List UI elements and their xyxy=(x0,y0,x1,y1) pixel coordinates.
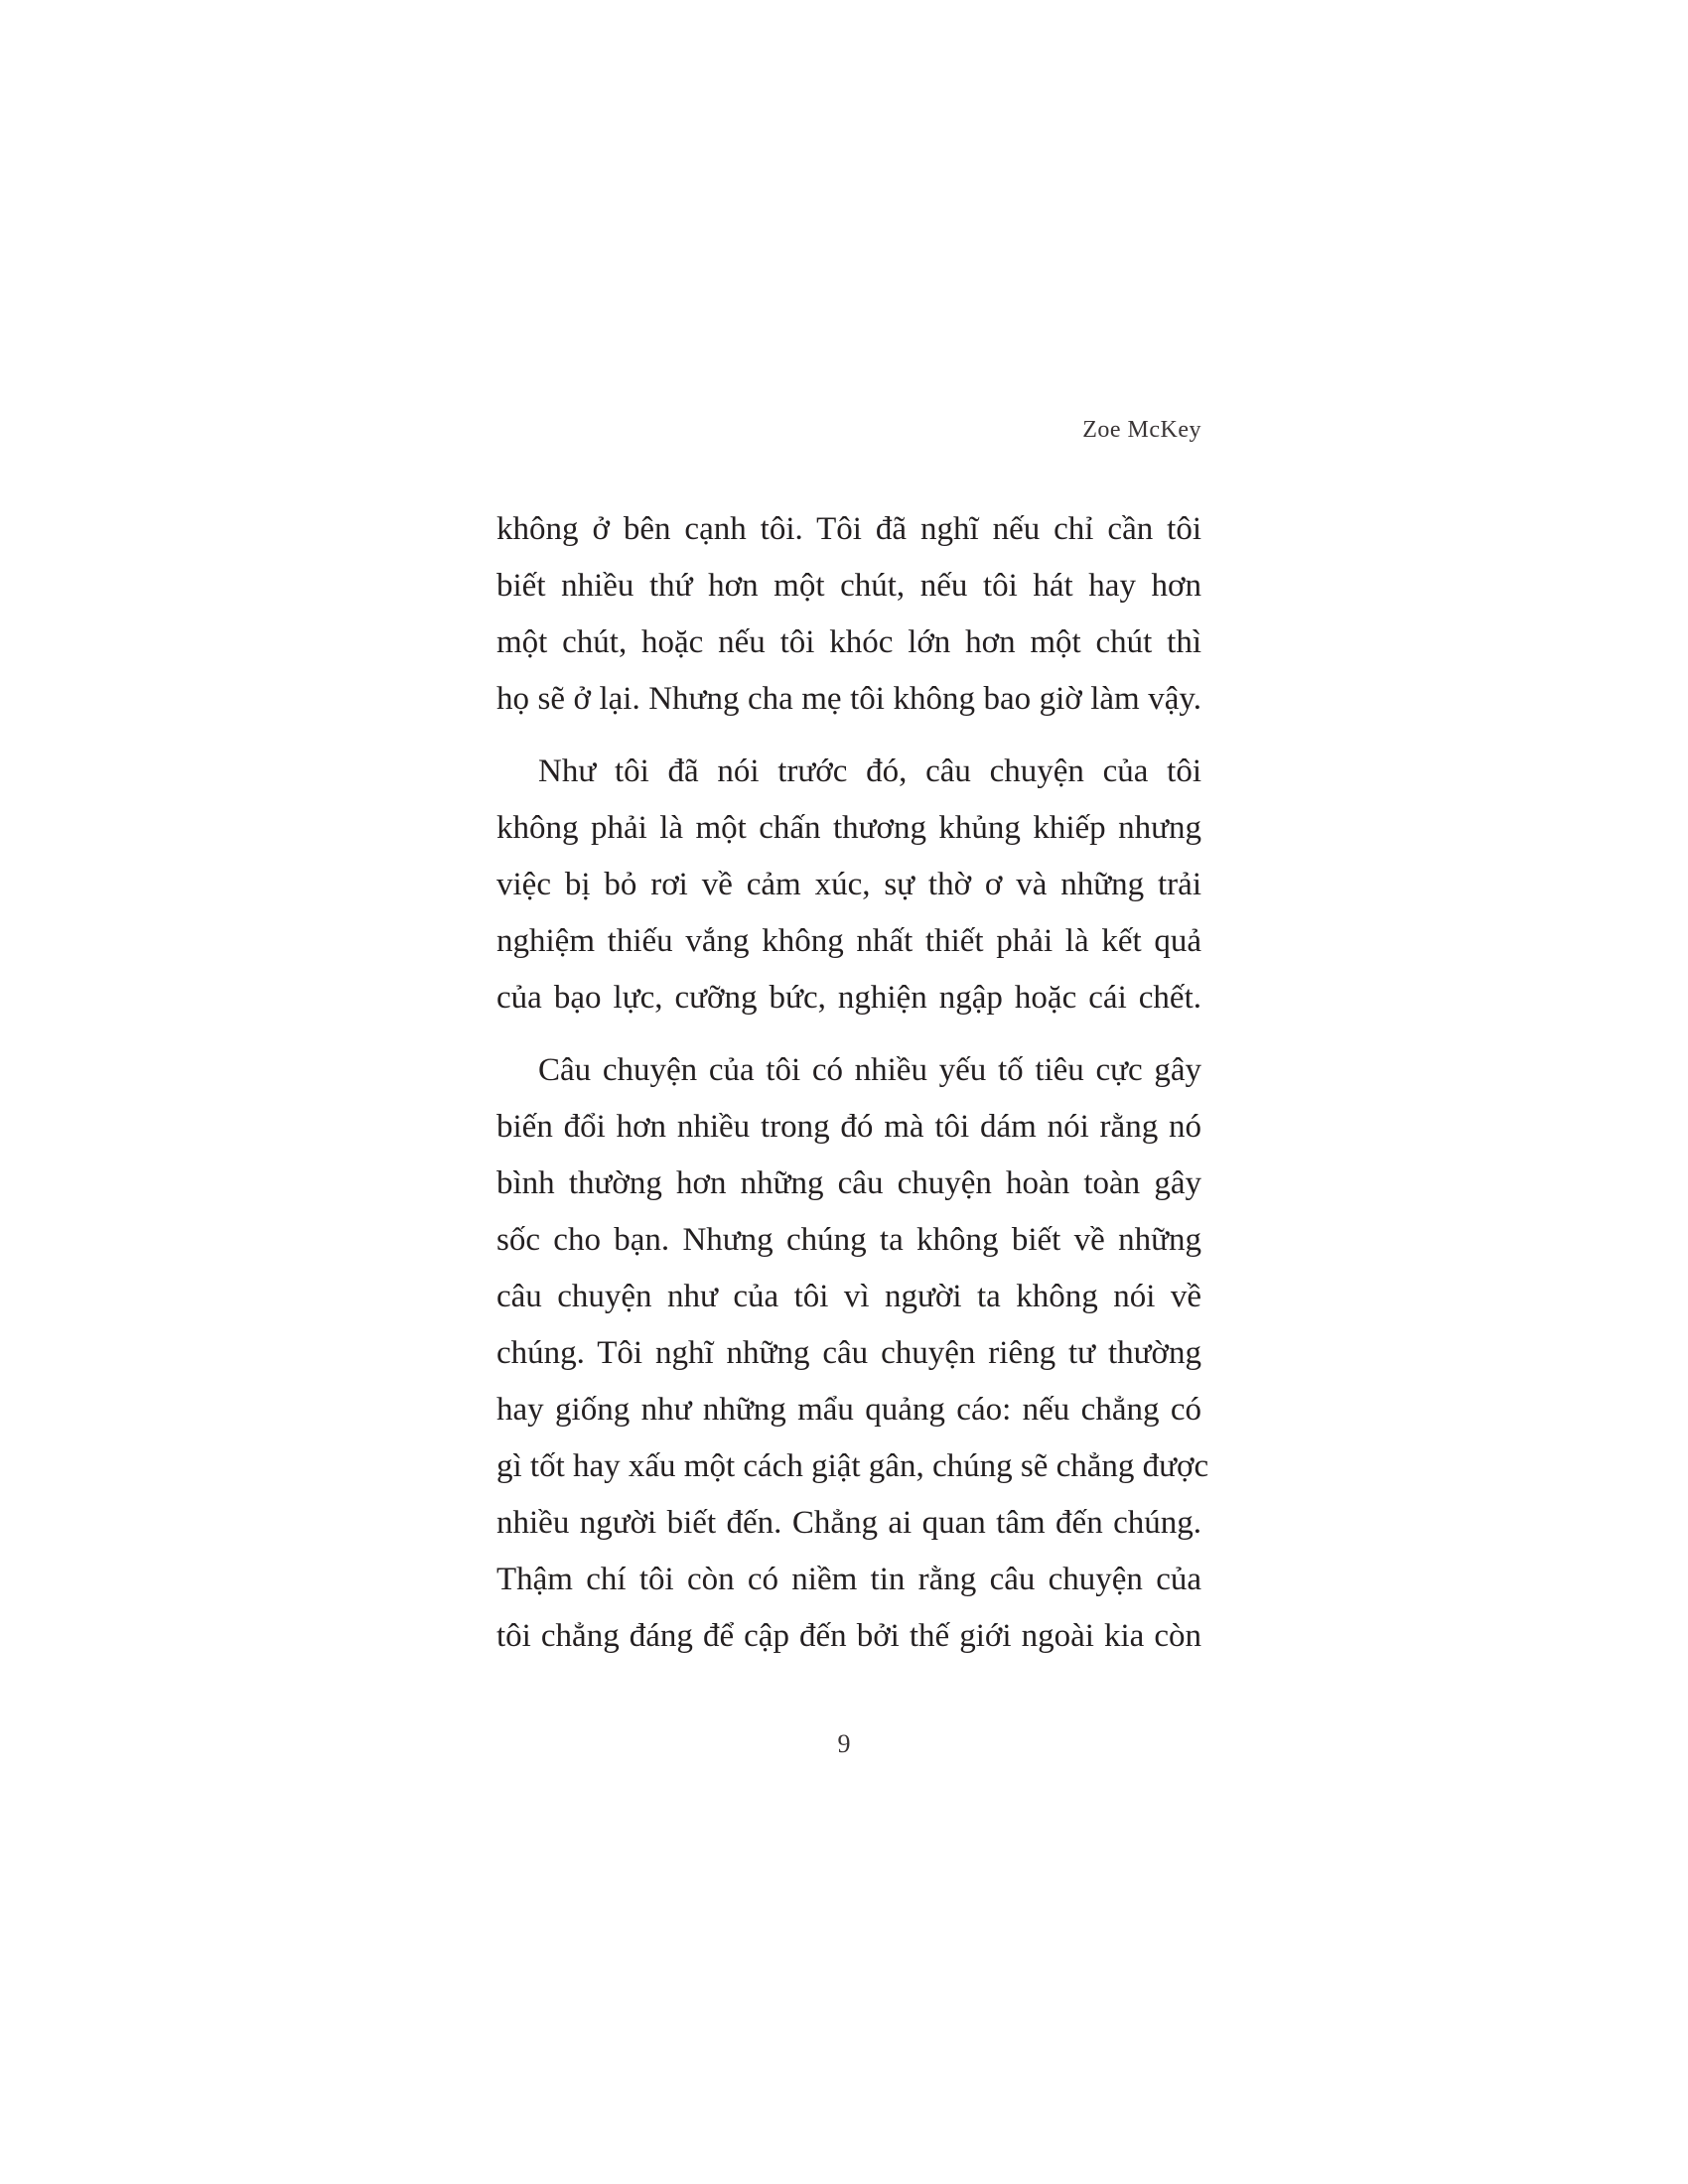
text-line: Câu chuyện của tôi có nhiều yếu tố tiêu cực gây xyxy=(538,1052,1201,1088)
text-line: chúng. Tôi nghĩ những câu chuyện riêng tư thường xyxy=(496,1335,1201,1371)
paragraph-3 xyxy=(496,1042,1209,1665)
text-line: gì tốt hay xấu một cách giật gân, chúng sẽ chẳng được xyxy=(496,1448,1209,1484)
running-header-author: Zoe McKey xyxy=(1082,417,1201,443)
text-line: nhiều người biết đến. Chẳng ai quan tâm đến chúng. xyxy=(496,1505,1201,1541)
text-line: nghiệm thiếu vắng không nhất thiết phải là kết quả xyxy=(496,923,1201,959)
text-line: một chút, hoặc nếu tôi khóc lớn hơn một chút thì xyxy=(496,624,1201,660)
text-line: của bạo lực, cưỡng bức, nghiện ngập hoặc cái chết. xyxy=(496,980,1201,1016)
text-line: Thậm chí tôi còn có niềm tin rằng câu chuyện của xyxy=(496,1562,1201,1597)
paragraph-2 xyxy=(496,744,1201,1026)
text-line: bình thường hơn những câu chuyện hoàn toàn gây xyxy=(496,1165,1201,1201)
body-text xyxy=(496,501,1209,1681)
paragraph-1 xyxy=(496,501,1201,728)
text-line: biết nhiều thứ hơn một chút, nếu tôi hát hay hơn xyxy=(496,568,1201,604)
text-line: việc bị bỏ rơi về cảm xúc, sự thờ ơ và những trải xyxy=(496,867,1201,902)
text-line: tôi chẳng đáng để cập đến bởi thế giới ngoài kia còn xyxy=(496,1618,1201,1654)
text-line: biến đổi hơn nhiều trong đó mà tôi dám nói rằng nó xyxy=(496,1109,1201,1145)
page-number: 9 xyxy=(837,1729,851,1758)
text-line: hay giống như những mẩu quảng cáo: nếu chẳng có xyxy=(496,1392,1201,1428)
text-line: câu chuyện như của tôi vì người ta không nói về xyxy=(496,1279,1201,1314)
text-line: không ở bên cạnh tôi. Tôi đã nghĩ nếu chỉ cần tôi xyxy=(496,511,1201,547)
text-line: sốc cho bạn. Nhưng chúng ta không biết về những xyxy=(496,1222,1201,1258)
text-line: Như tôi đã nói trước đó, câu chuyện của tôi xyxy=(538,753,1201,789)
text-line: không phải là một chấn thương khủng khiếp nhưng xyxy=(496,810,1201,846)
text-line: họ sẽ ở lại. Nhưng cha mẹ tôi không bao giờ làm vậy. xyxy=(496,681,1201,717)
